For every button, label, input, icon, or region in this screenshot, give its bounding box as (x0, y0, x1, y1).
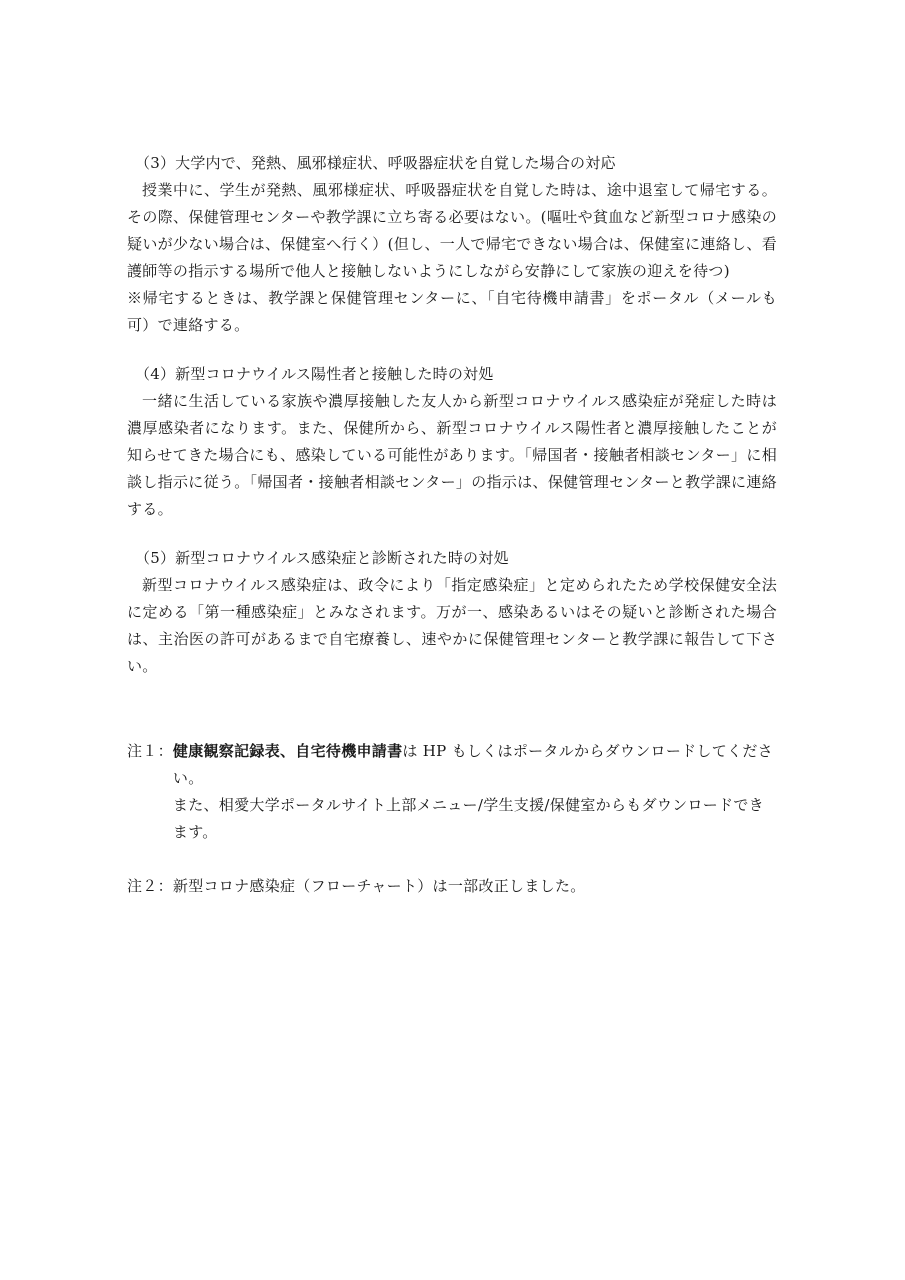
section-5-body: 新型コロナウイルス感染症は、政令により「指定感染症」と定められたため学校保健安全法に定める「第一種感染症」とみなされます。万が一、感染あるいはその疑いと診断された場合は、主治医の許可があるまで自宅療養し、速やかに保健管理センターと教学課に報告して下さい。 (127, 576, 777, 675)
section-4 (127, 361, 777, 523)
section-3-body: 授業中に、学生が発熱、風邪様症状、呼吸器症状を自覚した時は、途中退室して帰宅する。その際、保健管理センターや教学課に立ち寄る必要はない。(嘔吐や貧血など新型コロナ感染の疑いが少ない場合は、保健室へ行く）(但し、一人で帰宅できない場合は、保健室に連絡し、看護師等の指示する場所で他人と接触しないようにしながら安静にして家族の迎えを待つ) (127, 181, 777, 280)
section-4-body: 一緒に生活している家族や濃厚接触した友人から新型コロナウイルス感染症が発症した時は濃厚感染者になります。また、保健所から、新型コロナウイルス陽性者と濃厚接触したことが知らせてきた場合にも、感染している可能性があります。「帰国者・接触者相談センター」に相談し指示に従う。「帰国者・接触者相談センター」の指示は、保健管理センターと教学課に連絡する。 (127, 392, 777, 518)
section-3-memo: ※帰宅するときは、教学課と保健管理センターに、「自宅待機申請書」をポータル（メールも可）で連絡する。 (127, 289, 777, 334)
note-1-first-line (173, 738, 777, 792)
note-1-body (173, 738, 777, 846)
section-3 (127, 150, 777, 339)
note-1-line1: は HP もしくはポータルからダウンロードしてください。 (172, 742, 773, 787)
note-2-label: 注２： (127, 877, 173, 895)
note-1-bold-text: 健康観察記録表、自宅待機申請書 (172, 742, 403, 760)
note-1-label: 注１： (127, 742, 173, 760)
note-2 (127, 873, 777, 900)
note-1-line2: また、相愛大学ポータルサイト上部メニュー/学生支援/保健室からもダウンロードできます。 (172, 796, 764, 841)
spacer (127, 702, 777, 738)
section-4-heading: （4）新型コロナウイルス陽性者と接触した時の対処 (135, 365, 494, 383)
section-5 (127, 545, 777, 680)
section-5-heading: （5）新型コロナウイルス感染症と診断された時の対処 (135, 549, 509, 567)
document-content (127, 150, 777, 927)
note-2-text: 新型コロナ感染症（フローチャート）は一部改正しました。 (172, 877, 586, 895)
section-3-heading: （3）大学内で、発熱、風邪様症状、呼吸器症状を自覚した場合の対応 (135, 154, 616, 172)
note-1 (127, 738, 777, 846)
